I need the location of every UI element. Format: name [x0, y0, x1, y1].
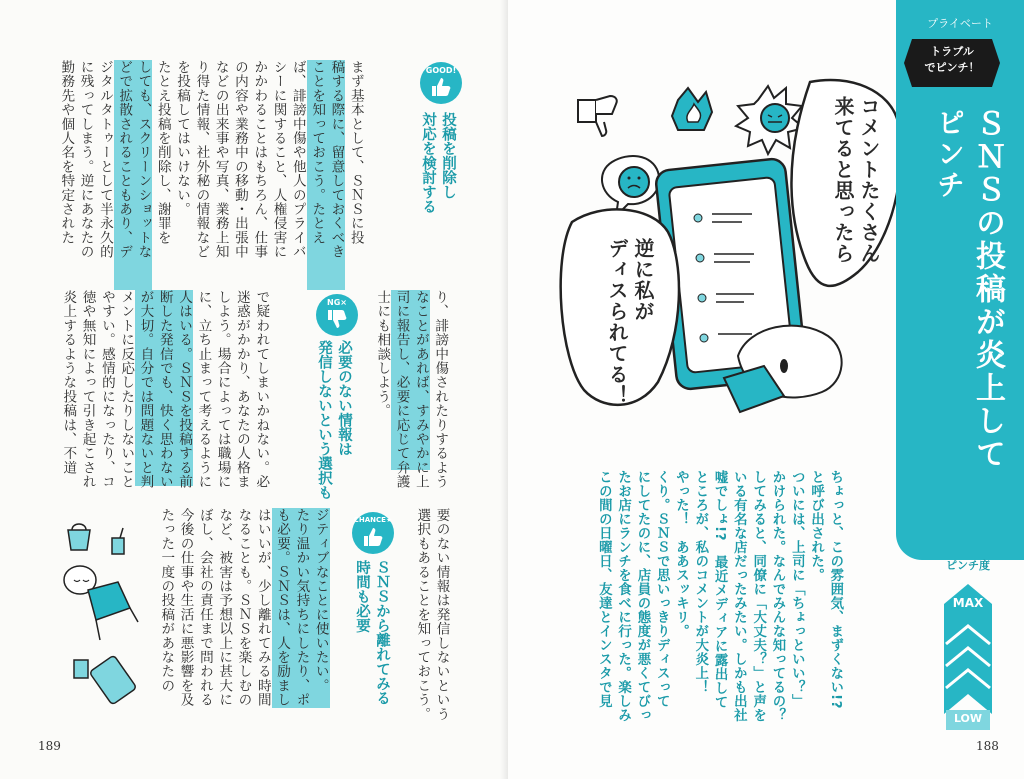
- thumbs-up-icon: [361, 526, 385, 548]
- meter-max: MAX: [952, 596, 984, 610]
- chance-body: ジティブなことに使いたい。 たり温かい気持ちにしたり、ポ も必要。ＳＮＳは、人を励まし はいいが、少し離れてみる時間 なることも。ＳＮＳを楽しむの など、被害は予想以上に甚大に ぼし、会社の責任まで問われる 今後の仕事や生活に悪影響を及 たった一度の投稿があなたの: [158, 508, 329, 707]
- good-body: まず基本として、ＳＮＳに投 稿する際に、留意しておくべき ことを知っておこう。たとえ ば、誹謗中傷や他人のプライバ シーに関すること、人権侵害に かかわることはもちろん、仕事 の内容や業務中の移動・出張中 などの出来事や写真、業務上知 り得た情報、社外秘の情報など を投稿してはいけない。 たとえ投稿を削除し、謝罪を しても、スクリーンショットな どで拡散されることもあり、デ ジタルタトゥーとして半永久的 に残ってしまう。逆にあなたの 勤務先や個人名を特定された: [56, 60, 365, 290]
- ng-body-continued: 要のない情報は発信しないという 選択もあることを知っておこう。: [414, 508, 450, 721]
- page-number-left: 189: [38, 739, 61, 753]
- thumbs-down-icon: [325, 308, 349, 330]
- page-number-right: 188: [976, 739, 999, 753]
- meter-low: LOW: [953, 712, 983, 725]
- ng-body: で疑われてしまいかねない。必 迷惑がかかり、あなたの人格ま しよう。場合によっては職場に に、立ち止まって考えるように 人はいる。ＳＮＳを投稿する前 断した発信でも、快く思わない が大切。自分では問題ないと判 メントに反応したりしないこと やすい。感情的になったり、コ 徳や無知によって引き起こされ 炎上するような投稿は、不道: [60, 290, 270, 489]
- speech-bubble-1: コメントたくさん 来てると思ったら: [831, 96, 881, 264]
- pinch-level-label: ピンチ度: [946, 559, 990, 572]
- sad-face-icon: [602, 156, 659, 216]
- category-label: プライベート: [927, 17, 993, 30]
- story-text: ちょっと、この雰囲気、まずくない!? と呼び出された。 ついには、上司に「ちょっといい？」 かけられた。なんでみんな知ってるの？ してみると、同僚に「大丈夫？」と声を いる有名な店だったみたい。しかも出社 嘘でしょ!? 最近メディアに露出して ところが、私のコメントが大炎上！ やった！ ああスッキリ。 くり。ＳＮＳで思いっきりディスって にしてたのに、店員の態度が悪くてびっ たお店にランチを食べに行った。楽しみ この間の日曜日、友達とインスタで見: [596, 470, 843, 722]
- page-title: ＳＮＳの投稿が炎上して ピンチ: [933, 108, 1005, 471]
- fire-icon: [672, 88, 712, 130]
- good-heading: 投稿を削除し 対応を検討する: [420, 112, 456, 214]
- thumbs-down-icon: [578, 96, 617, 136]
- good-body-continued: り、誹謗中傷されたりするよう なことがあれば、すみやかに上 司に報告し、必要に応じて弁護 士にも相談しよう。: [374, 290, 449, 489]
- left-page: [0, 0, 508, 779]
- chance-badge: CHANCE★: [352, 512, 394, 554]
- speech-bubble-2: 逆に私が ディスられてる！: [605, 238, 655, 406]
- thumbs-up-icon: [429, 76, 453, 98]
- good-badge: GOOD!: [420, 62, 462, 104]
- trouble-tag-text: トラブル でピンチ！: [924, 45, 980, 74]
- relaxing-person-illustration: [50, 510, 150, 710]
- ng-heading: 必要のない情報は 発信しないという選択も: [316, 340, 352, 500]
- ng-badge: NG×: [316, 294, 358, 336]
- chance-heading: ＳＮＳから離れてみる 時間も必要: [354, 560, 390, 705]
